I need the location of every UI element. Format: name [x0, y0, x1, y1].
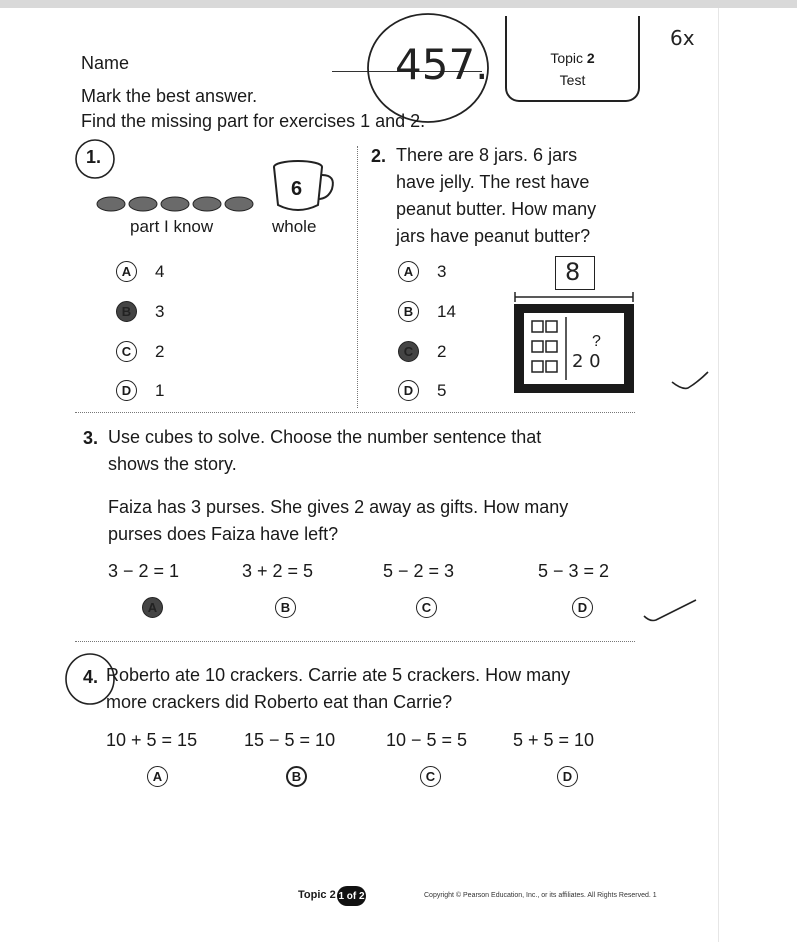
- q1-option-a[interactable]: [116, 261, 164, 282]
- q3-option-b-value: 3 + 2 = 5: [242, 561, 314, 581]
- q3-text-line: shows the story.: [108, 454, 237, 474]
- q1-bubble-a[interactable]: A: [116, 261, 137, 282]
- q2-option-a-value: 3: [437, 261, 447, 281]
- whole-label: whole: [272, 217, 317, 236]
- q4-option-a-value: 10 + 5 = 15: [106, 730, 198, 750]
- q4-bubble-a[interactable]: A: [147, 766, 168, 787]
- q4-text: [106, 662, 570, 716]
- q2-option-c-value: 2: [437, 341, 447, 361]
- q1-number: 1.: [86, 147, 102, 167]
- q4-bubble-c[interactable]: C: [420, 766, 441, 787]
- column-divider: [357, 146, 358, 408]
- jars-handwriting: 2 0: [572, 351, 601, 372]
- q1-option-a-value: 4: [155, 261, 165, 281]
- q3-story: [108, 494, 568, 548]
- topic-label: Topic: [550, 50, 583, 66]
- page-right-margin: [718, 8, 797, 942]
- q2-number: 2.: [371, 146, 387, 166]
- page-indicator: 1 of 2: [337, 886, 366, 906]
- q1-option-d-value: 1: [155, 380, 165, 400]
- q3-text: [108, 424, 541, 478]
- q1-option-b-value: 3: [155, 301, 165, 321]
- q4-bubble-d[interactable]: D: [557, 766, 578, 787]
- q4-option-c-value: 10 − 5 = 5: [386, 730, 468, 750]
- q3-option-d-value: 5 − 3 = 2: [538, 561, 610, 581]
- q1-bubble-c[interactable]: C: [116, 341, 137, 362]
- q2-text-line: have jelly. The rest have: [396, 172, 590, 192]
- q3-number: 3.: [83, 428, 99, 448]
- q4-text-line: more crackers did Roberto eat than Carrie?: [106, 692, 453, 712]
- bracket-line: [513, 292, 637, 302]
- instruction-1: Mark the best answer.: [81, 86, 258, 106]
- q1-bubble-d[interactable]: D: [116, 380, 137, 401]
- cup-icon: [268, 159, 340, 217]
- q1-option-b[interactable]: [116, 301, 164, 322]
- q3-option-a-value: 3 − 2 = 1: [108, 561, 180, 581]
- coins-group: [95, 193, 260, 215]
- whole-box-value: 8: [565, 258, 581, 286]
- q2-text-line: peanut butter. How many: [396, 199, 597, 219]
- q3-text-line: Use cubes to solve. Choose the number sentence that: [108, 427, 542, 447]
- q3-story-line: Faiza has 3 purses. She gives 2 away as gifts. How many: [108, 497, 569, 517]
- q4-option-d-value: 5 + 5 = 10: [513, 730, 595, 750]
- q4-bubble-b[interactable]: B: [286, 766, 307, 787]
- q2-bubble-d[interactable]: D: [398, 380, 419, 401]
- q4-text-line: Roberto ate 10 crackers. Carrie ate 5 crackers. How many: [106, 665, 571, 685]
- q4-option-b-value: 15 − 5 = 10: [244, 730, 336, 750]
- q3-bubble-d[interactable]: D: [572, 597, 593, 618]
- jars-panel: [514, 304, 634, 393]
- q2-option-a[interactable]: [398, 261, 446, 282]
- corner-note: 6x: [670, 26, 695, 50]
- q2-option-d[interactable]: [398, 380, 446, 401]
- q3-bubble-a[interactable]: A: [142, 597, 163, 618]
- q2-bubble-a[interactable]: A: [398, 261, 419, 282]
- cup-value: 6: [291, 178, 303, 200]
- part-label: part I know: [130, 217, 214, 236]
- q2-text-line: jars have peanut butter?: [396, 226, 591, 246]
- q3-option-c-value: 5 − 2 = 3: [383, 561, 455, 581]
- handwritten-score: 457.: [395, 40, 489, 89]
- q2-option-d-value: 5: [437, 380, 447, 400]
- topic-number: 2: [586, 50, 595, 66]
- jars-question: ?: [592, 333, 601, 350]
- q2-text: [396, 142, 596, 250]
- jars-icon: [524, 313, 624, 384]
- topic-box: [505, 16, 640, 102]
- q1-option-c[interactable]: [116, 341, 164, 362]
- check-mark-2: [642, 598, 698, 624]
- copyright: Copyright © Pearson Education, Inc., or its affiliates. All Rights Reserved. 1: [424, 892, 657, 899]
- q3-story-line: purses does Faiza have left?: [108, 524, 339, 544]
- test-label: Test: [559, 72, 586, 88]
- q2-option-b-value: 14: [437, 301, 456, 321]
- q2-text-line: There are 8 jars. 6 jars: [396, 145, 578, 165]
- q2-option-c[interactable]: [398, 341, 446, 362]
- q1-option-c-value: 2: [155, 341, 165, 361]
- instruction-2: Find the missing part for exercises 1 and 2.: [81, 111, 426, 131]
- q3-bubble-b[interactable]: B: [275, 597, 296, 618]
- section-divider-2: [75, 641, 635, 642]
- q1-option-d[interactable]: [116, 380, 164, 401]
- q4-number: 4.: [83, 667, 99, 687]
- q3-bubble-c[interactable]: C: [416, 597, 437, 618]
- q2-option-b[interactable]: [398, 301, 456, 322]
- jars-panel-inner: [524, 313, 624, 384]
- q1-bubble-b[interactable]: B: [116, 301, 137, 322]
- q2-bubble-c[interactable]: C: [398, 341, 419, 362]
- check-mark: [670, 368, 710, 394]
- q2-bubble-b[interactable]: B: [398, 301, 419, 322]
- footer-topic: Topic 2: [298, 889, 336, 901]
- section-divider-1: [75, 412, 635, 413]
- name-label: Name: [81, 53, 130, 73]
